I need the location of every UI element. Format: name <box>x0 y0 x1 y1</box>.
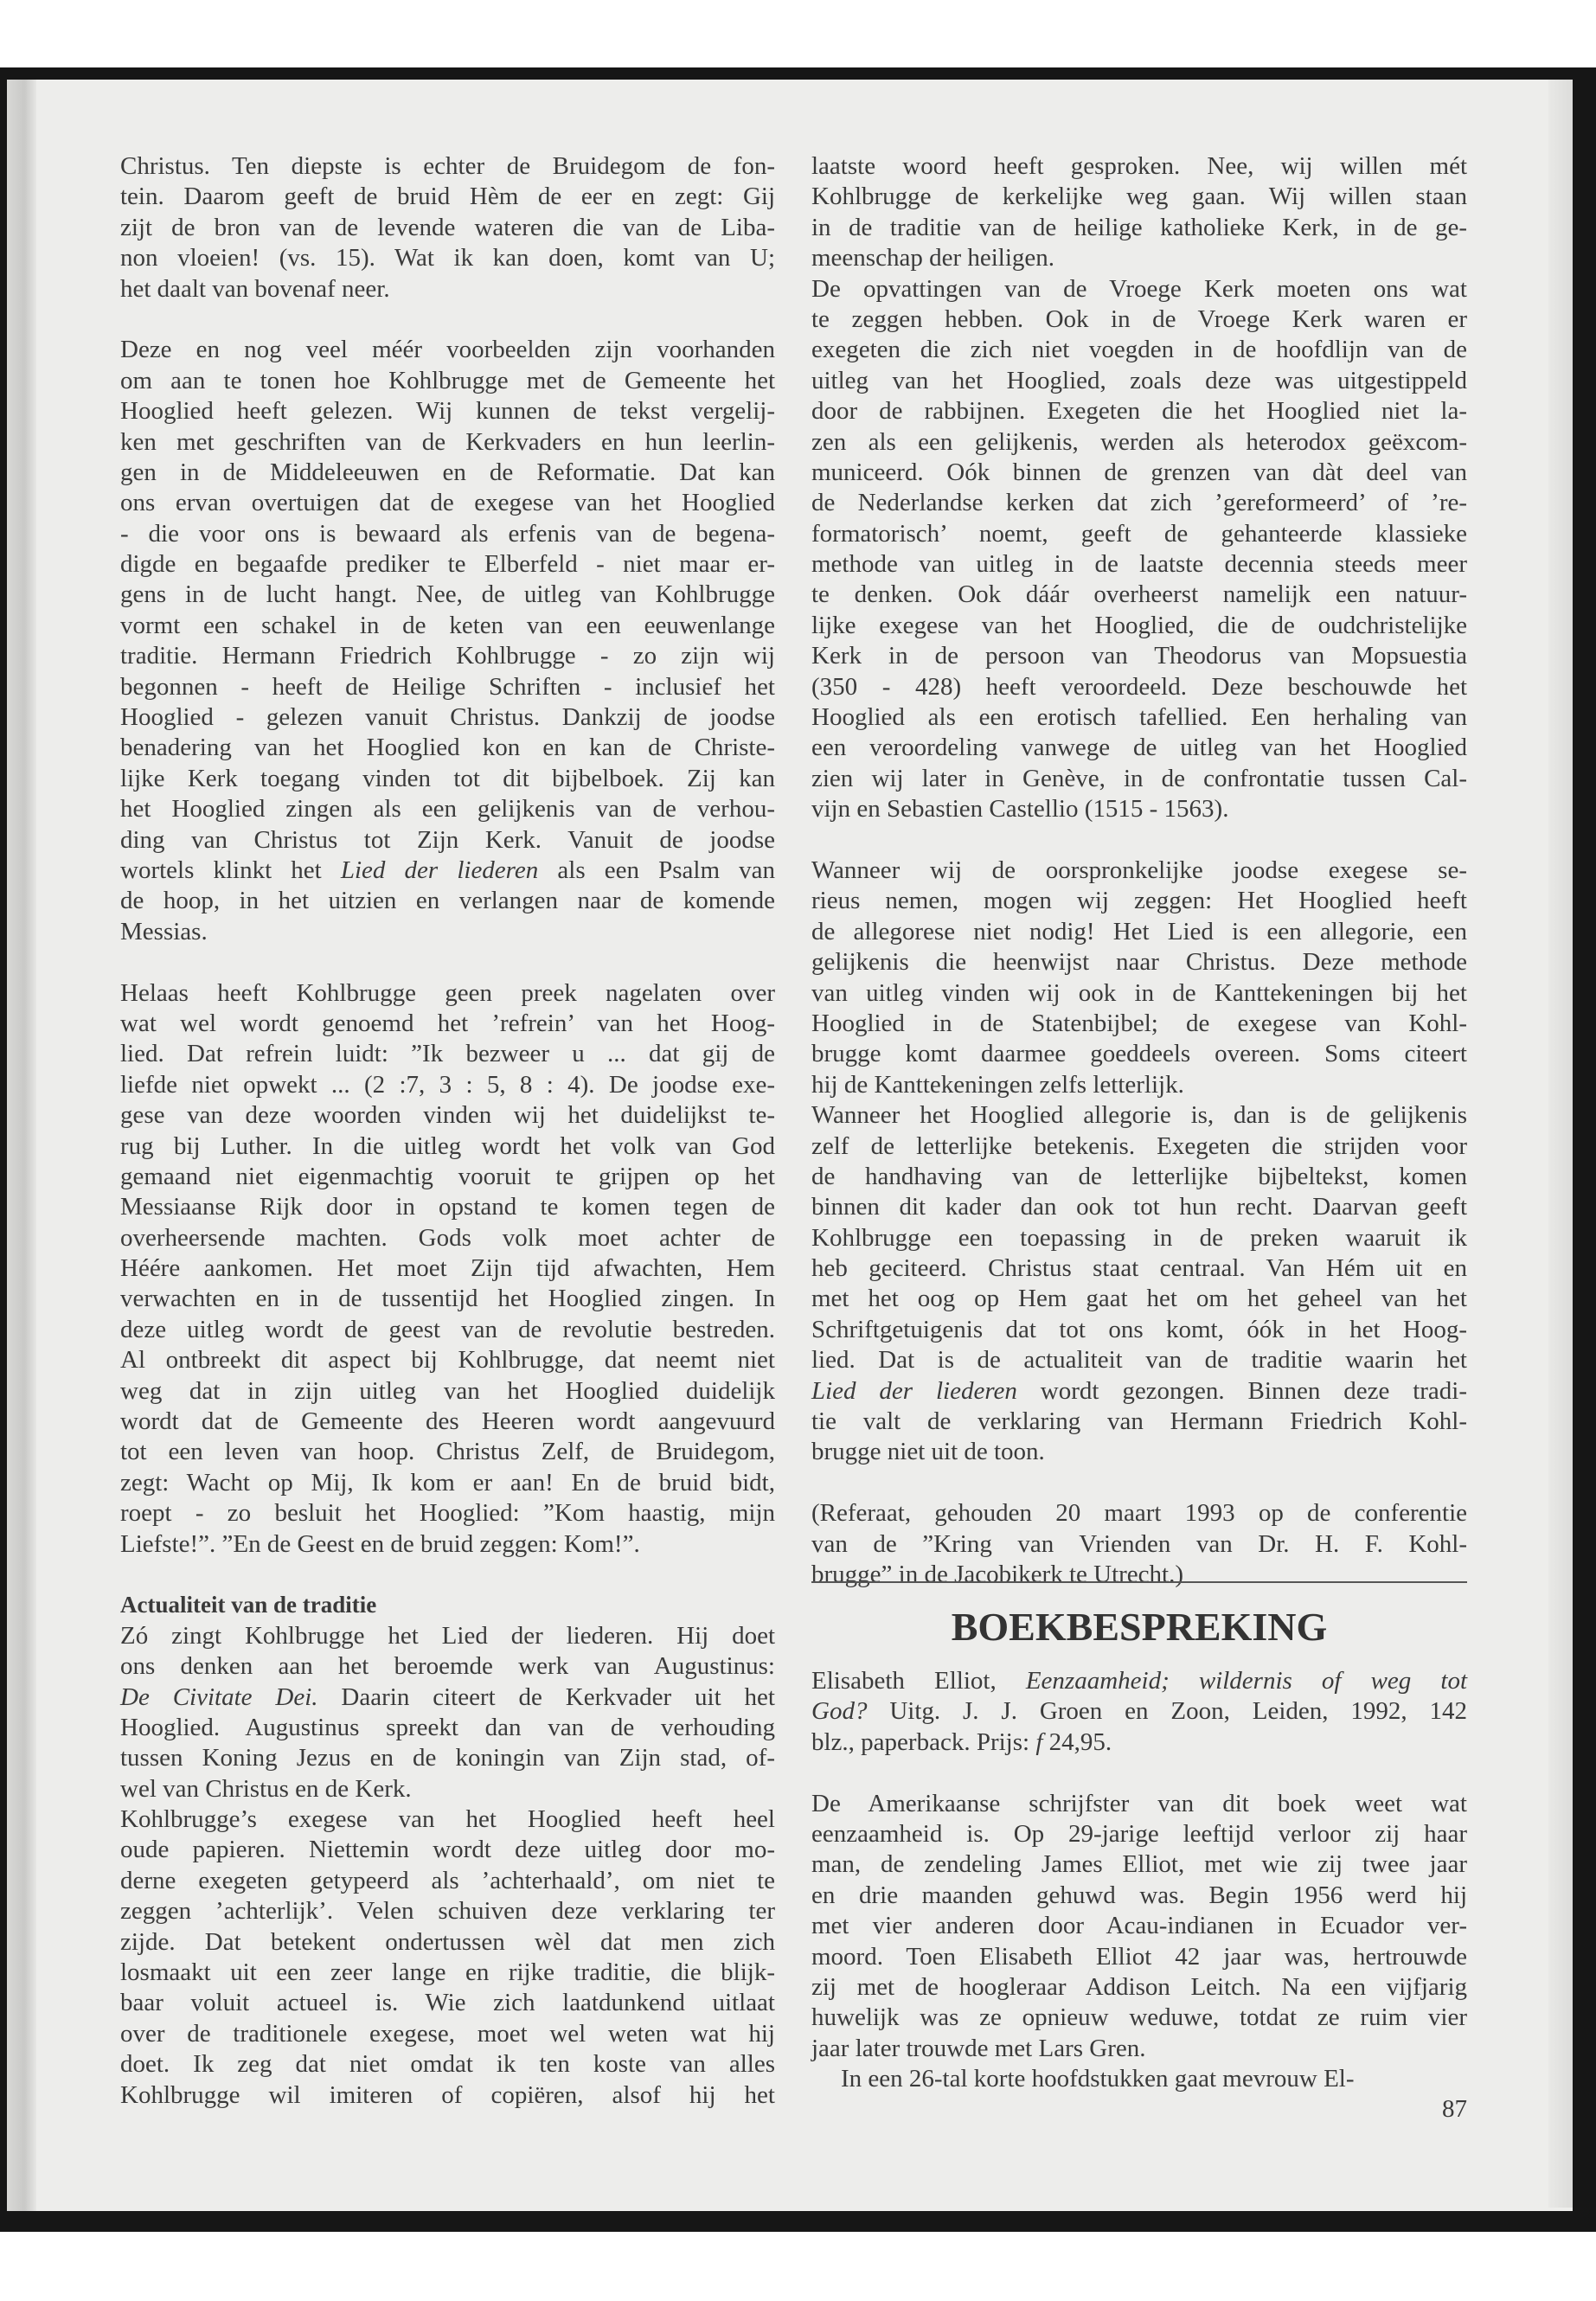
text-line <box>120 856 775 886</box>
text-line: non vloeien! (vs. 15). Wat ik kan doen, komt van U; <box>120 244 775 272</box>
italic-text: Eenzaamheid; wildernis of weg tot <box>1025 1667 1467 1695</box>
text-line: Kohlbrugge wil imiteren of copiëren, alsof hij het <box>120 2080 775 2109</box>
text-line: deze uitleg wordt de geest van de revolutie bestreden. <box>120 1315 775 1343</box>
text-line: rieus nemen, mogen wij zeggen: Het Hooglied heeft <box>811 887 1467 915</box>
text-line: Deze en nog veel méér voorbeelden zijn voorhanden <box>120 336 775 364</box>
text-line: de allegorese niet nodig! Het Lied is een allegorie, een <box>811 917 1467 945</box>
paragraph <box>120 151 775 304</box>
text-line: zen als een gelijkenis, werden als heterodox geëxcom- <box>811 427 1467 456</box>
section-heading-text: Actualiteit van de traditie <box>120 1592 377 1618</box>
text-line: (350 - 428) heeft veroordeeld. Deze beschouwde het <box>811 672 1467 701</box>
text-line: te denken. Ook dáár overheerst namelijk een natuur- <box>811 580 1467 609</box>
italic-text: God? <box>811 1697 868 1726</box>
page-gutter-shadow <box>7 80 36 2211</box>
text-line: eenzaamheid is. Op 29-jarige leeftijd verloor zij haar <box>811 1819 1467 1848</box>
text-line: zijt de bron van de levende wateren die van de Liba- <box>120 213 775 241</box>
text-line: Hooglied als een erotisch tafellied. Een herhaling van <box>811 703 1467 732</box>
page-number: 87 <box>1442 2095 1467 2124</box>
review-heading: BOEKBESPREKING <box>951 1605 1328 1649</box>
text-line: ons denken aan het beroemde werk van Augustinus: <box>120 1652 775 1681</box>
text-line: exegeten die zich niet voegden in de hoofdlijn van de <box>811 336 1467 364</box>
text-line: binnen dit kader dan ook tot hun recht. Daarvan geeft <box>811 1193 1467 1221</box>
text-line: jaar later trouwde met Lars Gren. <box>811 2034 1146 2062</box>
text-line: liefde niet opwekt ... (2 :7, 3 : 5, 8 : 4). De joodse exe- <box>120 1070 775 1099</box>
text-line: Kohlbrugge een toepassing in de preken waaruit ik <box>811 1223 1467 1252</box>
text-line: over de traditionele exegese, moet wel weten wat hij <box>120 2019 775 2048</box>
section-divider <box>811 1581 1467 1583</box>
text-line: en drie maanden gehuwd was. Begin 1956 werd hij <box>811 1881 1467 1909</box>
text-line: van de ”Kring van Vrienden van Dr. H. F. Kohl- <box>811 1529 1467 1558</box>
text-line: brugge komt daarmee goeddeels overeen. Soms citeert <box>811 1040 1467 1068</box>
text-line: Liefste!”. ”En de Geest en de bruid zeggen: Kom!”. <box>120 1529 640 1558</box>
text-line: de Nederlandse kerken dat zich ’gereformeerd’ of ’re- <box>811 489 1467 517</box>
text-line: (Referaat, gehouden 20 maart 1993 op de conferentie <box>811 1499 1467 1528</box>
text-line: weg dat in zijn uitleg van het Hooglied duidelijk <box>120 1376 775 1405</box>
text-line: brugge” in de Jacobikerk te Utrecht.) <box>811 1560 1183 1588</box>
text-segment: Daarin citeert de Kerkvader uit het <box>317 1682 775 1711</box>
text-line <box>811 1727 1467 1758</box>
italic-text: f <box>1035 1727 1043 1756</box>
text-line: ons ervan overtuigen dat de exegese van het Hooglied <box>120 489 775 517</box>
text-line: gens in de lucht hangt. Nee, de uitleg van Kohlbrugge <box>120 580 775 609</box>
text-line <box>811 1666 1467 1696</box>
text-line: lijke exegese van het Hooglied, die de oudchristelijke <box>811 611 1467 639</box>
text-line: municeerd. Oók binnen de grenzen van dàt deel van <box>811 458 1467 486</box>
text-line: digde en begaafde prediker te Elberfeld - niet maar er- <box>120 550 775 579</box>
text-line: Helaas heeft Kohlbrugge geen preek nagelaten over <box>120 978 775 1007</box>
text-line: Schriftgetuigenis dat tot ons komt, óók in het Hoog- <box>811 1315 1467 1343</box>
text-line: door de rabbijnen. Exegeten die het Hooglied niet la- <box>811 397 1467 426</box>
paragraph <box>811 274 1467 825</box>
section-heading <box>120 1590 775 1620</box>
text-line: roept - zo besluit het Hooglied: ”Kom haastig, mijn <box>120 1499 775 1528</box>
text-line: ding van Christus tot Zijn Kerk. Vanuit de joodse <box>120 825 775 854</box>
text-line: Hooglied. Augustinus spreekt dan van de verhouding <box>120 1713 775 1741</box>
text-line: het daalt van bovenaf neer. <box>120 274 390 303</box>
text-line: lijke Kerk toegang vinden tot dit bijbelboek. Zij kan <box>120 764 775 792</box>
text-line <box>811 1696 1467 1727</box>
text-line: lied. Dat is de actualiteit van de traditie waarin het <box>811 1346 1467 1375</box>
text-line: zien wij later in Genève, in de confrontatie tussen Cal- <box>811 764 1467 792</box>
book-citation <box>811 1666 1467 1758</box>
text-line: wordt dat de Gemeente des Heeren wordt aangevuurd <box>120 1407 775 1436</box>
text-line: wel van Christus en de Kerk. <box>120 1774 412 1803</box>
text-line: Al ontbreekt dit aspect bij Kohlbrugge, dat neemt niet <box>120 1346 775 1375</box>
text-line: met vier anderen door Acau-indianen in Ecuador ver- <box>811 1912 1467 1940</box>
text-line: het Hooglied zingen als een gelijkenis van de verhou- <box>120 795 775 824</box>
paragraph <box>120 1804 775 2111</box>
text-line: lied. Dat refrein luidt: ”Ik bezweer u ... dat gij de <box>120 1040 775 1068</box>
text-line: moord. Toen Elisabeth Elliot 42 jaar was, hertrouwde <box>811 1942 1467 1971</box>
text-line: heb geciteerd. Christus staat centraal. Van Hém uit en <box>811 1254 1467 1283</box>
text-line: Zó zingt Kohlbrugge het Lied der liederen. Hij doet <box>120 1621 775 1650</box>
text-segment: blz., paperback. Prijs: <box>811 1727 1036 1756</box>
text-line: Christus. Ten diepste is echter de Bruidegom de fon- <box>120 152 775 180</box>
text-segment: 24,95. <box>1042 1727 1112 1756</box>
text-line: te zeggen hebben. Ook in de Vroege Kerk waren er <box>811 304 1467 333</box>
text-line: meenschap der heiligen. <box>811 244 1055 272</box>
text-line: zij met de hoogleraar Addison Leitch. Na een vijfjarig <box>811 1972 1467 2001</box>
page-edge-shadow <box>1548 80 1573 2208</box>
text-line: verwachten en in de tussentijd het Hooglied zingen. In <box>120 1285 775 1313</box>
text-line: zelf de letterlijke betekenis. Exegeten die strijden voor <box>811 1131 1467 1160</box>
text-line: Messiaanse Rijk door in opstand te komen tegen de <box>120 1193 775 1221</box>
left-column <box>120 151 775 2111</box>
paragraph <box>120 1621 775 1804</box>
text-line: Kohlbrugge’s exegese van het Hooglied heeft heel <box>120 1805 775 1834</box>
text-line: Kohlbrugge de kerkelijke weg gaan. Wij willen staan <box>811 183 1467 211</box>
text-line: man, de zendeling James Elliot, met wie zij twee jaar <box>811 1850 1467 1879</box>
text-line: doet. Ik zeg dat niet omdat ik ten koste van alles <box>120 2050 775 2079</box>
text-line: derne exegeten getypeerd als ’achterhaald’, om niet te <box>120 1866 775 1894</box>
paragraph <box>811 1100 1467 1468</box>
paragraph <box>811 856 1467 1100</box>
text-line: losmaakt uit een zeer lange en rijke traditie, die blijk- <box>120 1958 775 1987</box>
text-line: om aan te tonen hoe Kohlbrugge met de Gemeente het <box>120 366 775 394</box>
italic-text: Lied der liederen <box>340 856 539 884</box>
text-line: met het oog op Hem gaat het om het geheel van het <box>811 1285 1467 1313</box>
text-line: gemaand niet eigenmachtig vooruit te grijpen op het <box>120 1162 775 1190</box>
text-line: Kerk in de persoon van Theodorus van Mopsuestia <box>811 642 1467 670</box>
text-line: hij de Kanttekeningen zelfs letterlijk. <box>811 1070 1184 1099</box>
text-line: Héére aankomen. Het moet Zijn tijd afwachten, Hem <box>120 1254 775 1283</box>
text-line: Hooglied heeft gelezen. Wij kunnen de tekst vergelij- <box>120 397 775 426</box>
text-line: in de traditie van de heilige katholieke Kerk, in de ge- <box>811 213 1467 241</box>
text-line: zijde. Dat betekent ondertussen wèl dat men zich <box>120 1927 775 1956</box>
text-line: uitleg van het Hooglied, zoals deze was uitgestippeld <box>811 366 1467 394</box>
text-line: een veroordeling vanwege de uitleg van het Hooglied <box>811 734 1467 762</box>
paragraph <box>811 1498 1467 1590</box>
text-line: tot een leven van hoop. Christus Zelf, de Bruidegom, <box>120 1438 775 1466</box>
right-column <box>811 151 1467 1590</box>
text-line: Hooglied in de Statenbijbel; de exegese van Kohl- <box>811 1009 1467 1037</box>
text-segment: Uitg. J. J. Groen en Zoon, Leiden, 1992, 142 <box>867 1697 1467 1726</box>
text-line: Messias. <box>120 917 208 945</box>
text-line: baar voluit actueel is. Wie zich laatdunkend uitlaat <box>120 1989 775 2017</box>
text-line: ken met geschriften van de Kerkvaders en hun leerlin- <box>120 427 775 456</box>
text-line: begonnen - heeft de Heilige Schriften - inclusief het <box>120 672 775 701</box>
review-continued-line: In een 26-tal korte hoofdstukken gaat mevrouw El- <box>841 2065 1355 2093</box>
text-line: tussen Koning Jezus en de koningin van Zijn stad, of- <box>120 1744 775 1772</box>
text-line: laatste woord heeft gesproken. Nee, wij willen mét <box>811 152 1467 180</box>
review-body <box>811 1789 1467 2065</box>
text-line: tie valt de verklaring van Hermann Friedrich Kohl- <box>811 1407 1467 1436</box>
text-line: brugge niet uit de toon. <box>811 1438 1045 1466</box>
text-line: benadering van het Hooglied kon en kan de Christe- <box>120 734 775 762</box>
text-line: overheersende machten. Gods volk moet achter de <box>120 1223 775 1252</box>
text-line: zeggen ’achterlijk’. Velen schuiven deze verklaring ter <box>120 1897 775 1926</box>
text-line: methode van uitleg in de laatste decennia steeds meer <box>811 550 1467 579</box>
text-line: De opvattingen van de Vroege Kerk moeten ons wat <box>811 274 1467 303</box>
text-line: tein. Daarom geeft de bruid Hèm de eer en zegt: Gij <box>120 183 775 211</box>
text-line: huwelijk was ze opnieuw weduwe, totdat ze ruim vier <box>811 2003 1467 2032</box>
text-line: de handhaving van de letterlijke bijbeltekst, komen <box>811 1162 1467 1190</box>
text-segment: Elisabeth Elliot, <box>811 1667 1026 1695</box>
text-line: Wanneer het Hooglied allegorie is, dan is de gelijkenis <box>811 1101 1467 1130</box>
italic-text: De Civitate Dei. <box>120 1682 318 1711</box>
text-line: de hoop, in het uitzien en verlangen naar de komende <box>120 887 775 915</box>
text-line: wat wel wordt genoemd het ’refrein’ van het Hoog- <box>120 1009 775 1037</box>
text-line: De Amerikaanse schrijfster van dit boek weet wat <box>811 1789 1467 1817</box>
text-line: rug bij Luther. In die uitleg wordt het volk van God <box>120 1131 775 1160</box>
paragraph <box>811 151 1467 274</box>
text-line: gese van deze woorden vinden wij het duidelijkst te- <box>120 1101 775 1130</box>
text-line: - die voor ons is bewaard als erfenis van de begena- <box>120 519 775 548</box>
text-line <box>120 1682 775 1713</box>
text-line <box>811 1376 1467 1407</box>
paragraph <box>120 978 775 1560</box>
text-line: gelijkenis die heenwijst naar Christus. Deze methode <box>811 948 1467 977</box>
text-line: zegt: Wacht op Mij, Ik kom er aan! En de bruid bidt, <box>120 1468 775 1497</box>
text-line: Wanneer wij de oorspronkelijke joodse exegese se- <box>811 856 1467 884</box>
text-line: traditie. Hermann Friedrich Kohlbrugge - zo zijn wij <box>120 642 775 670</box>
book-review-section <box>811 1581 1467 2125</box>
text-segment: als een Psalm van <box>538 856 775 884</box>
text-segment: wortels klinkt het <box>120 856 341 884</box>
text-line: oude papieren. Niettemin wordt deze uitleg door mo- <box>120 1836 775 1864</box>
italic-text: Lied der liederen <box>811 1376 1017 1405</box>
text-segment: wordt gezongen. Binnen deze tradi- <box>1016 1376 1467 1405</box>
text-line: vijn en Sebastien Castellio (1515 - 1563). <box>811 795 1229 824</box>
text-line: formatorisch’ noemt, geeft de gehanteerde klassieke <box>811 519 1467 548</box>
text-line: van uitleg vinden wij ook in de Kanttekeningen bij het <box>811 978 1467 1007</box>
paragraph <box>120 335 775 947</box>
text-line: vormt een schakel in de keten van een eeuwenlange <box>120 611 775 639</box>
text-line: Hooglied - gelezen vanuit Christus. Dankzij de joodse <box>120 703 775 732</box>
text-line: gen in de Middeleeuwen en de Reformatie. Dat kan <box>120 458 775 486</box>
